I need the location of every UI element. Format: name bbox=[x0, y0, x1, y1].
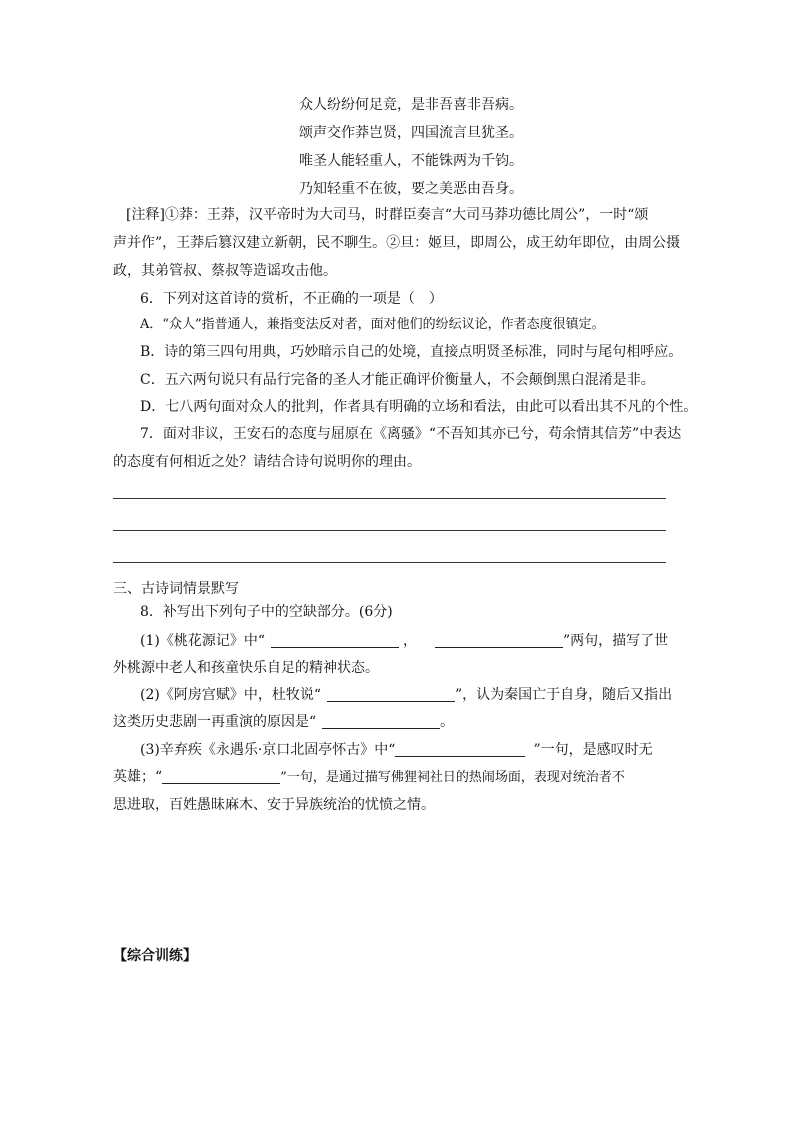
q8-item-3-line-2 bbox=[113, 768, 625, 787]
q8-item-3-line-2-suffix: ”一句，是通过描写佛狸祠社日的热闹场面，表现对统治者不 bbox=[280, 770, 625, 785]
q6-option-c: C．五六两句说只有品行完备的圣人才能正确评价衡量人，不会颠倒黑白混淆是非。 bbox=[140, 372, 655, 388]
blank-1a[interactable] bbox=[271, 632, 399, 648]
answer-line-2[interactable] bbox=[113, 530, 666, 531]
answer-line-3[interactable] bbox=[113, 562, 666, 563]
poem-line-4: 乃知轻重不在彼，要之美恶由吾身。 bbox=[299, 181, 523, 197]
q8-item-3-line-2-prefix: 英雄；“ bbox=[113, 769, 163, 785]
poem-line-3: 唯圣人能轻重人，不能铢两为千钧。 bbox=[299, 153, 523, 169]
q8-item-2-line-2-suffix: 。 bbox=[440, 714, 455, 730]
q8-item-2 bbox=[140, 686, 672, 704]
q8-item-1-comma: ， bbox=[403, 633, 417, 649]
q8-item-3-line-3: 思进取，百姓愚昧麻木、安于异族统治的忧愤之情。 bbox=[113, 797, 435, 813]
q8-item-2-prefix: (2)《阿房宫赋》中，杜牧说“ bbox=[140, 687, 321, 703]
poem-line-1: 众人纷纷何足竞，是非吾喜非吾病。 bbox=[299, 97, 523, 113]
section-3-title: 三、古诗词情景默写 bbox=[113, 581, 239, 597]
q6-option-a: A．“众人”指普通人，兼指变法反对者，面对他们的纷纭议论，作者态度很镇定。 bbox=[140, 317, 605, 332]
q8-item-1-suffix: ”两句，描写了世 bbox=[563, 633, 669, 649]
q8-item-1-line-2: 外桃源中老人和孩童快乐自足的精神状态。 bbox=[113, 660, 379, 676]
note-line-2: 声并作”，王莽后篡汉建立新朝，民不聊生。②旦：姬旦，即周公，成王幼年即位，由周公摄 bbox=[113, 235, 681, 251]
comprehensive-training-heading: 【综合训练】 bbox=[113, 948, 197, 964]
q8-item-3-prefix: (3)辛弃疾《永遇乐·京口北固亭怀古》中“ bbox=[140, 742, 396, 758]
q8-item-3 bbox=[140, 741, 653, 759]
q8-item-1 bbox=[140, 632, 668, 650]
q7-line-2: 的态度有何相近之处？请结合诗句说明你的理由。 bbox=[113, 454, 421, 470]
q7-line-1: 7．面对非议，王安石的态度与屈原在《离骚》“不吾知其亦已兮，苟余情其信芳”中表达 bbox=[140, 426, 682, 442]
blank-3b[interactable] bbox=[162, 768, 280, 784]
blank-2b[interactable] bbox=[322, 713, 440, 729]
q8-stem: 8．补写出下列句子中的空缺部分。(6分) bbox=[140, 604, 393, 620]
blank-1b[interactable] bbox=[435, 632, 563, 648]
q8-item-1-prefix: (1)《桃花源记》中“ bbox=[140, 633, 265, 649]
answer-line-1[interactable] bbox=[113, 498, 666, 499]
note-line-1: [注释]①莽：王莽，汉平帝时为大司马，时群臣奏言“大司马莽功德比周公”，一时“颂 bbox=[126, 207, 649, 223]
q8-item-2-line-2-prefix: 这类历史悲剧一再重演的原因是“ bbox=[113, 714, 317, 730]
q6-stem: 6．下列对这首诗的赏析，不正确的一项是（ ） bbox=[140, 291, 443, 307]
poem-line-2: 颂声交作莽岂贤，四国流言旦犹圣。 bbox=[299, 125, 523, 141]
q8-item-2-line-2 bbox=[113, 713, 454, 731]
q8-item-2-suffix: ”，认为秦国亡于自身，随后又指出 bbox=[455, 687, 673, 703]
q6-option-d: D．七八两句面对众人的批判，作者具有明确的立场和看法，由此可以看出其不凡的个性。 bbox=[140, 399, 698, 415]
blank-2a[interactable] bbox=[327, 686, 455, 702]
q6-option-b: B．诗的第三四句用典，巧妙暗示自己的处境，直接点明贤圣标准，同时与尾句相呼应。 bbox=[140, 344, 683, 360]
note-line-3: 政，其弟管叔、蔡叔等造谣攻击他。 bbox=[113, 263, 337, 279]
blank-3a[interactable] bbox=[395, 741, 525, 757]
q8-item-3-suffix: ”一句，是感叹时无 bbox=[533, 742, 653, 758]
